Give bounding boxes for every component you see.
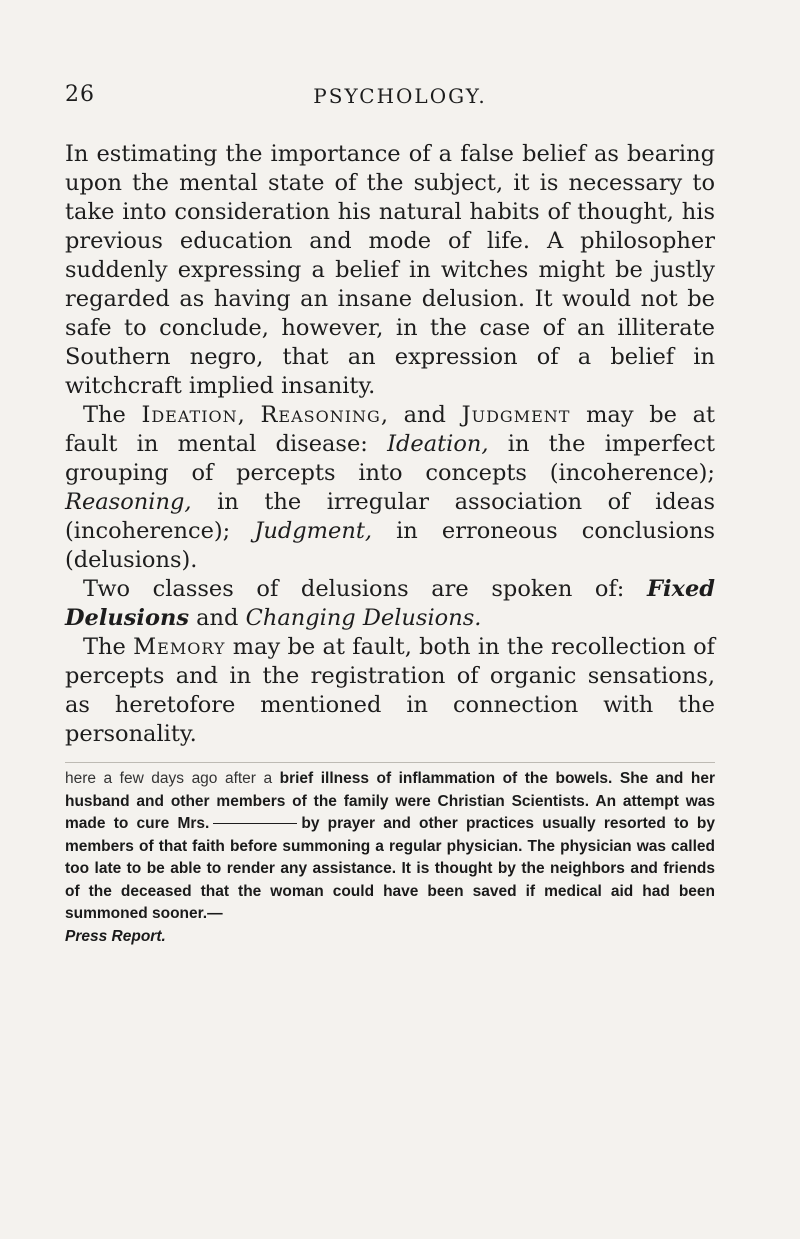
term-reasoning: Reasoning	[260, 402, 381, 428]
text-run: in the irregular association of ideas (incoherence);	[65, 489, 715, 544]
text-run: and	[188, 605, 246, 631]
page-header	[0, 82, 800, 112]
term-judgment: Judgment	[461, 402, 571, 428]
text-run: may be at fault in mental disease:	[65, 402, 716, 457]
page-number: 26	[65, 82, 95, 107]
italic-judgment: Judgment,	[254, 518, 373, 544]
text-run: The	[83, 634, 134, 660]
text-run: , and	[380, 402, 462, 428]
paragraph-memory	[65, 633, 715, 749]
term-ideation: Ideation	[141, 402, 238, 428]
paragraph-ideation	[65, 401, 715, 575]
text-run: ,	[237, 402, 261, 428]
footnote-text-continued: by prayer and other practices usually resorted to by members of that faith before summoning a regular physician. The physician was called too late to be able to render any assistance. It is thought by the neighbors and friends of the deceased that the woman could have been saved if medical aid had been summoned sooner.—	[65, 815, 716, 922]
body-text	[65, 140, 715, 749]
paragraph-delusion-classes	[65, 575, 715, 633]
italic-reasoning: Reasoning,	[65, 489, 192, 515]
term-memory: Memory	[133, 634, 226, 660]
text-run: in erroneous conclusions (delusions).	[65, 518, 715, 573]
footnote-text: brief illness of inflammation of the bowels. She and her husband and other members of the family were Christian Scientists. An attempt was made to cure Mrs.	[65, 770, 715, 832]
italic-ideation: Ideation,	[387, 431, 489, 457]
footnote-source: Press Report.	[65, 927, 166, 945]
text-run: The	[83, 402, 142, 428]
text-run: may be at fault, both in the recollection of percepts and in the registration of organic sensations, as heretofore mentioned in connection with the personality.	[65, 634, 715, 747]
term-changing-delusions: Changing Delusions.	[245, 605, 482, 631]
text-run: Two classes of delusions are spoken of:	[83, 576, 648, 602]
name-blank-dash	[213, 823, 297, 824]
footnote-text-light: here a few days ago after a	[65, 770, 273, 787]
running-head: PSYCHOLOGY.	[313, 84, 487, 108]
term-fixed-delusions: Fixed Delusions	[65, 576, 715, 631]
paragraph-false-belief: In estimating the importance of a false belief as bearing upon the mental state of the subject, it is necessary to take into consideration his natural habits of thought, his previous education and mode of life. A philosopher suddenly expressing a belief in witches might be justly regarded as having an insane delusion. It would not be safe to conclude, however, in the case of an illiterate Southern negro, that an expression of a belief in witchcraft implied insanity.	[65, 141, 715, 399]
text-run: in the imperfect grouping of percepts into concepts (incoherence);	[65, 431, 715, 486]
footnote	[65, 768, 715, 948]
footnote-divider	[65, 762, 715, 763]
